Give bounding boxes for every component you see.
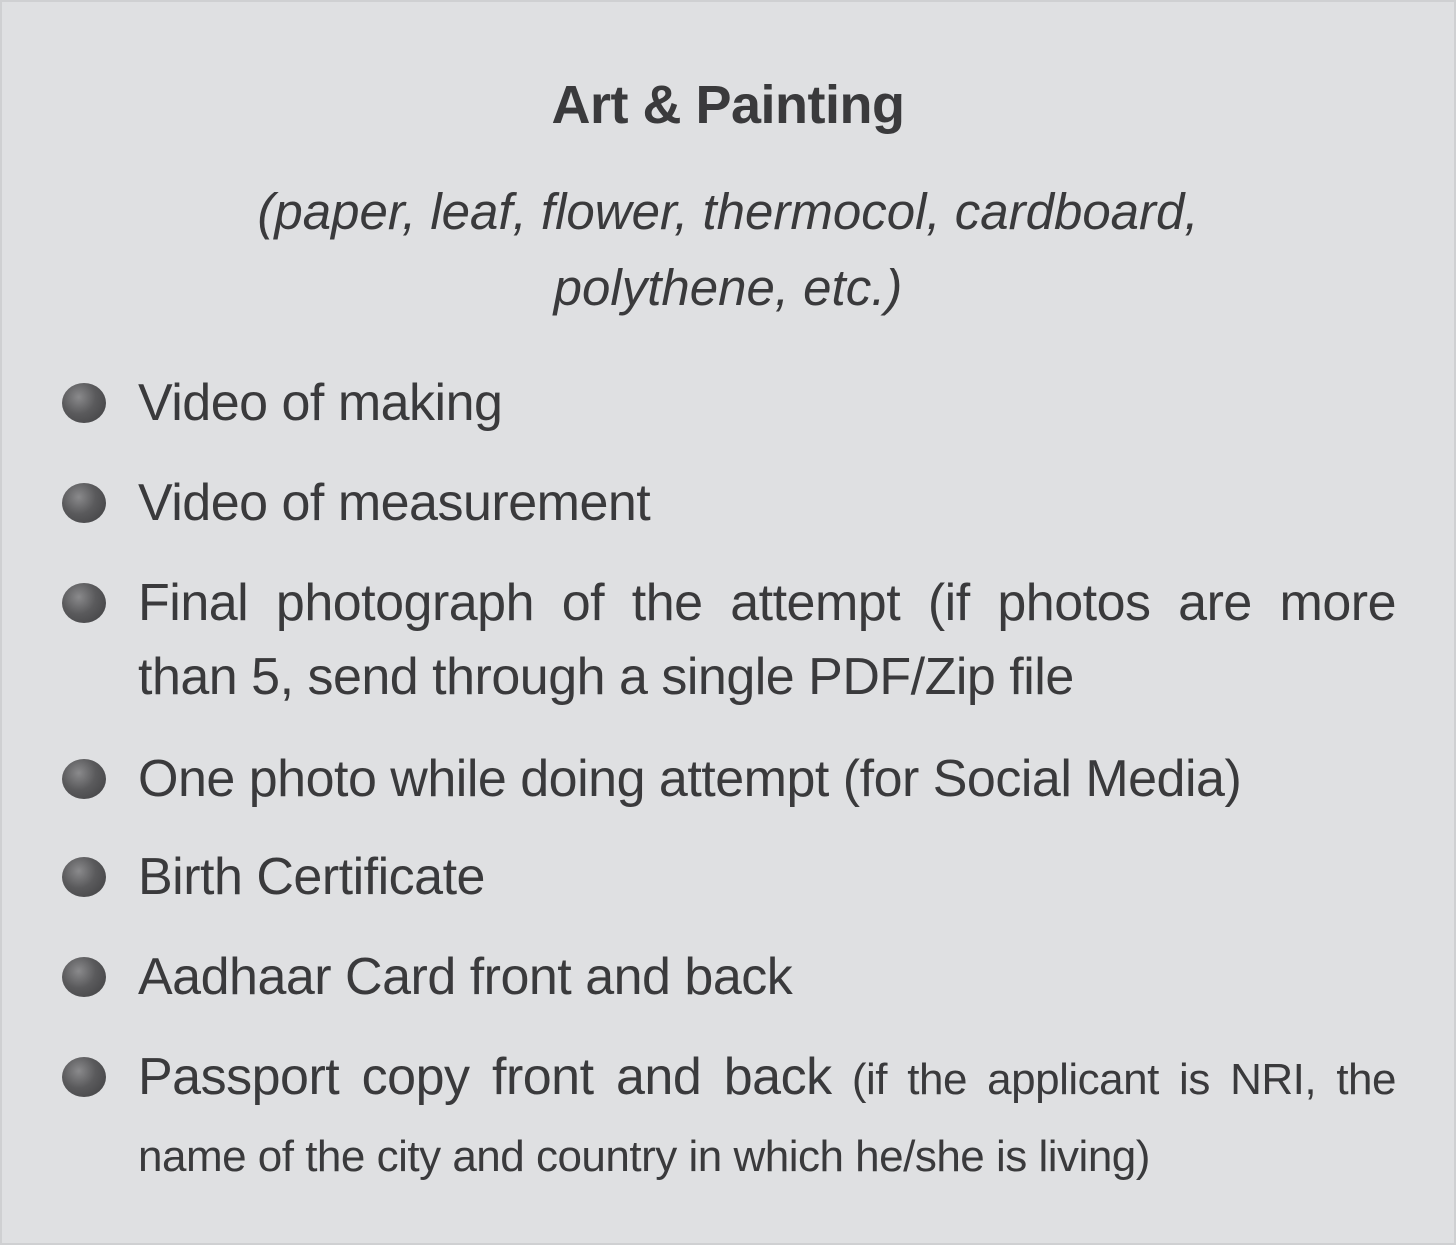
passport-item-main: Passport copy front and back xyxy=(138,1048,832,1106)
subtitle-line-1: (paper, leaf, flower, thermocol, cardboard, xyxy=(257,183,1199,240)
bullet-icon xyxy=(62,759,106,799)
list-item-text: Aadhaar Card front and back xyxy=(138,948,793,1006)
list-item-text: Birth Certificate xyxy=(138,848,485,906)
passport-item-note: (if the applicant is NRI, the name of the city and country in which he/she is living) xyxy=(138,1055,1396,1181)
document-title: Art & Painting xyxy=(551,75,905,135)
list-item-text: Video of measurement xyxy=(138,474,651,532)
bullet-icon xyxy=(62,583,106,623)
bullet-icon xyxy=(62,383,106,423)
document-subtitle xyxy=(152,174,1304,326)
subtitle-line-2: polythene, etc.) xyxy=(553,259,903,316)
bullet-icon xyxy=(62,1057,106,1097)
list-item-text: Final photograph of the attempt (if photos are more than 5, send through a single PDF/Zip file xyxy=(138,574,1396,706)
list-item-text xyxy=(138,1040,1396,1194)
bullet-icon xyxy=(62,857,106,897)
bullet-icon xyxy=(62,483,106,523)
bullet-icon xyxy=(62,957,106,997)
list-item-text: Video of making xyxy=(138,374,503,432)
list-item-text: One photo while doing attempt (for Social Media) xyxy=(138,750,1242,808)
